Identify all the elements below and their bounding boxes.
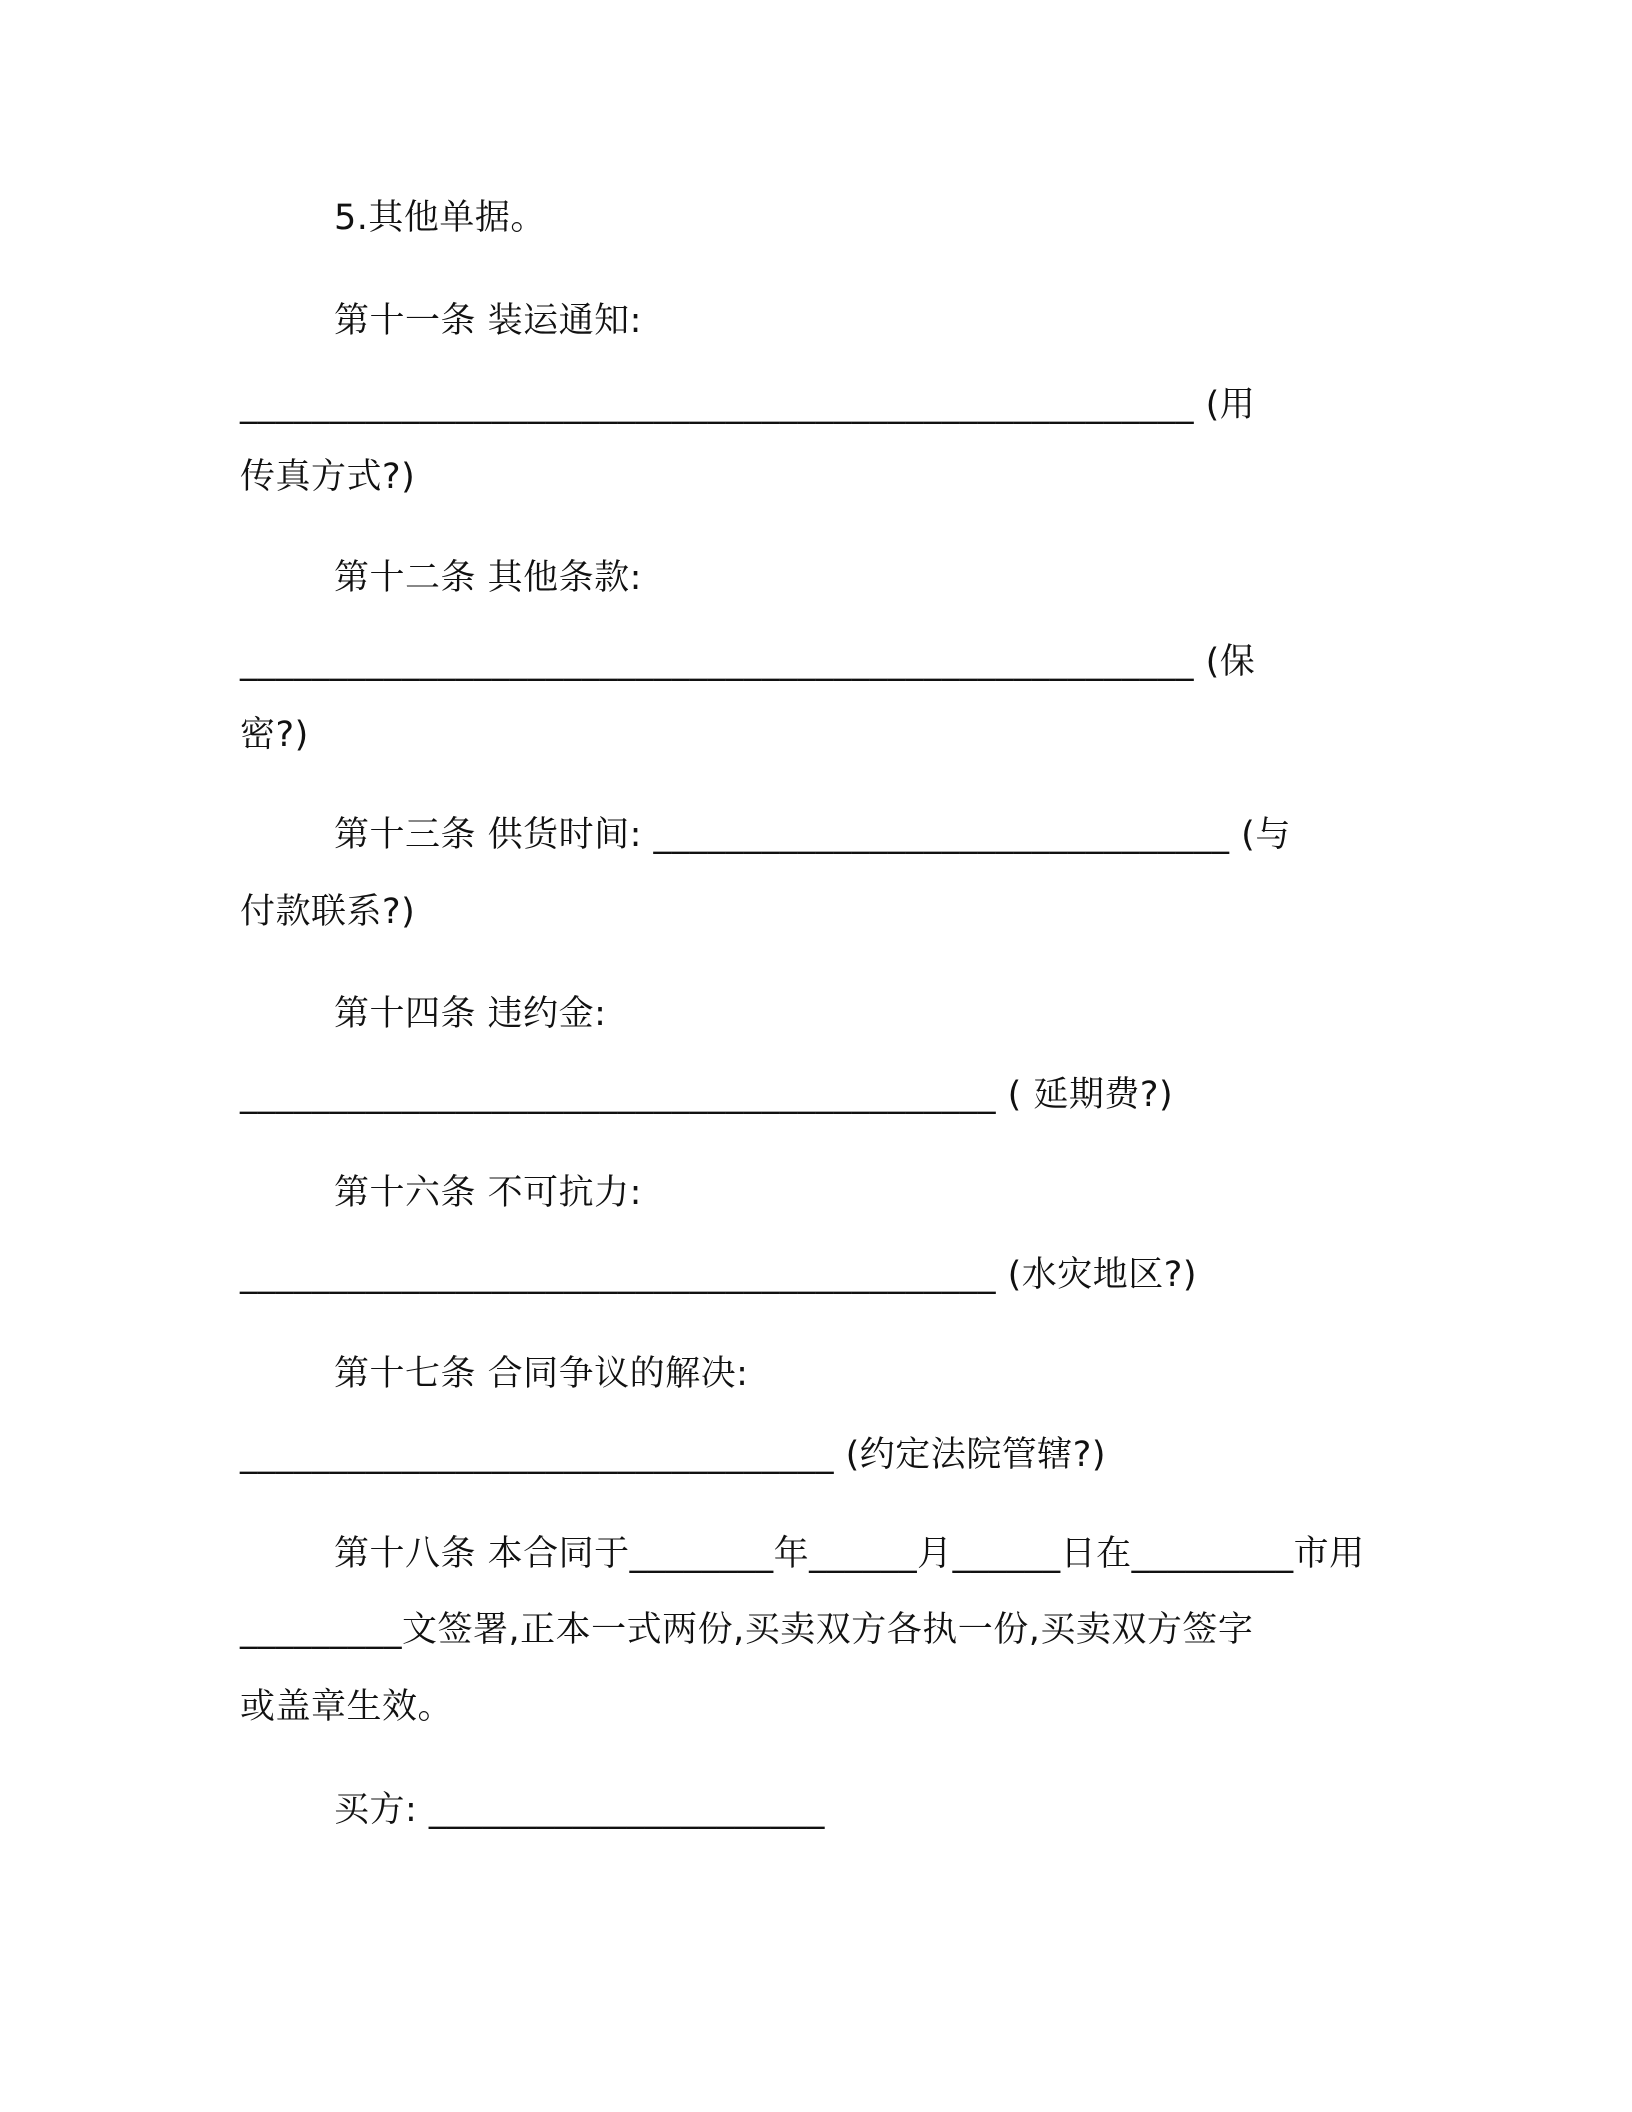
article-11-note: 传真方式?) — [240, 457, 416, 497]
article-12-note: 密?) — [240, 715, 309, 755]
article-18-line-1: 第十八条 本合同于________年______月______日在_________市用 — [334, 1534, 1365, 1574]
article-18-line-2: _________文签署,正本一式两份,买卖双方各执一份,买卖双方签字 — [240, 1610, 1254, 1650]
article-12-heading: 第十二条 其他条款: — [334, 558, 642, 598]
article-16-heading: 第十六条 不可抗力: — [334, 1173, 642, 1213]
article-11-heading: 第十一条 装运通知: — [334, 301, 642, 341]
article-14-heading: 第十四条 违约金: — [334, 994, 607, 1034]
article-14-blank-line: __________________________________________ ( 延期费?) — [240, 1075, 1174, 1115]
buyer-signature-line: 买方: ______________________ — [334, 1790, 825, 1830]
article-17-blank-line: _________________________________ (约定法院管辖?) — [240, 1435, 1107, 1475]
article-18-line-3: 或盖章生效。 — [240, 1687, 454, 1727]
article-16-blank-line: __________________________________________ (水灾地区?) — [240, 1255, 1198, 1295]
article-11-blank-line: _____________________________________________________ (用 — [240, 385, 1256, 425]
article-13-line: 第十三条 供货时间: ________________________________ (与 — [334, 815, 1291, 855]
article-12-blank-line: _____________________________________________________ (保 — [240, 642, 1256, 682]
article-17-heading: 第十七条 合同争议的解决: — [334, 1354, 749, 1394]
item-5-other-documents: 5.其他单据。 — [334, 198, 546, 238]
article-13-note: 付款联系?) — [240, 892, 416, 932]
